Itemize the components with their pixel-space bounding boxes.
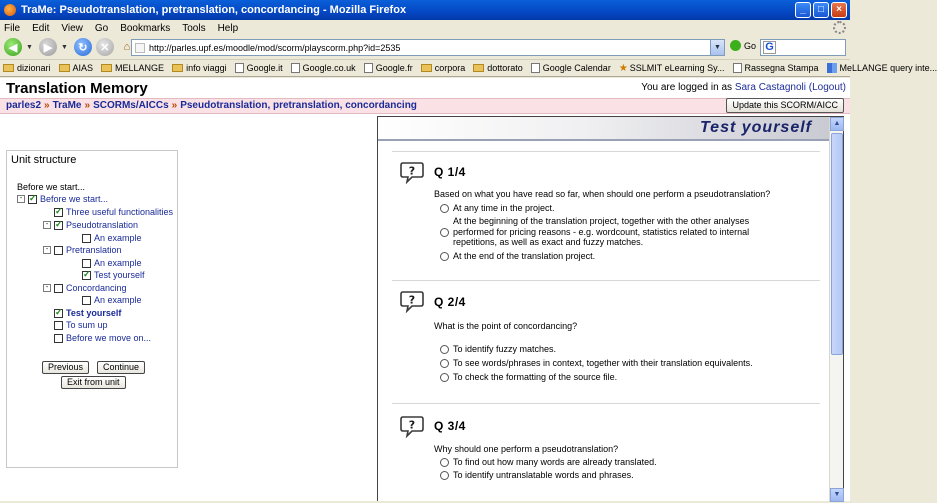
answer-label: To check the formatting of the source file. bbox=[453, 372, 618, 382]
bookmark-label: corpora bbox=[434, 63, 466, 73]
tree-item[interactable] bbox=[43, 244, 122, 256]
go-button[interactable] bbox=[730, 40, 756, 51]
folder-icon bbox=[172, 64, 183, 72]
scroll-down-icon[interactable]: ▼ bbox=[830, 488, 844, 502]
bookmark-dottorato[interactable] bbox=[473, 63, 523, 73]
page-icon bbox=[733, 63, 742, 73]
folder-icon bbox=[3, 64, 14, 72]
answer-label-line: performed for pricing reasons - e.g. wordcount, statistics related to internal bbox=[453, 226, 750, 237]
update-scorm-button[interactable]: Update this SCORM/AICC bbox=[726, 98, 844, 113]
close-button[interactable]: × bbox=[831, 2, 847, 18]
url-dropdown-icon[interactable]: ▼ bbox=[710, 40, 724, 55]
menu-bookmarks[interactable]: Bookmarks bbox=[120, 22, 171, 34]
scroll-thumb[interactable] bbox=[831, 133, 843, 355]
menu-go[interactable]: Go bbox=[94, 22, 109, 34]
url-text[interactable]: http://parles.upf.es/moodle/mod/scorm/playscorm.php?id=2535 bbox=[149, 42, 401, 53]
exit-unit-button[interactable]: Exit from unit bbox=[61, 376, 126, 389]
question-text: Based on what you have read so far, when should one perform a pseudotranslation? bbox=[434, 189, 771, 199]
tree-item-label[interactable]: Pseudotranslation bbox=[66, 220, 139, 230]
answer-label: To identify untranslatable words and phrases. bbox=[453, 470, 634, 480]
tree-item[interactable] bbox=[82, 269, 145, 281]
question-text: Why should one perform a pseudotranslation? bbox=[434, 444, 619, 454]
tree-intro-label: Before we start... bbox=[17, 182, 86, 192]
breadcrumb-parles2[interactable]: parles2 bbox=[6, 100, 42, 111]
answer-option[interactable] bbox=[440, 203, 555, 214]
minimize-button[interactable]: _ bbox=[795, 2, 811, 18]
answer-option[interactable] bbox=[440, 372, 617, 383]
bookmark-dizionari[interactable] bbox=[3, 63, 51, 73]
scorm-content-frame bbox=[377, 116, 844, 501]
bookmarks-toolbar bbox=[0, 59, 937, 77]
bookmark-google-fr[interactable] bbox=[364, 63, 413, 73]
completed-check-icon bbox=[28, 195, 37, 204]
completed-check-icon bbox=[54, 221, 63, 230]
forward-arrow-icon[interactable]: ▶ bbox=[39, 38, 57, 56]
breadcrumb-trame[interactable]: TraMe bbox=[52, 100, 82, 111]
tree-item[interactable] bbox=[54, 332, 151, 344]
svg-text:?: ? bbox=[408, 418, 416, 432]
breadcrumb-current: Pseudotranslation, pretranslation, concordancing bbox=[180, 100, 417, 111]
incomplete-box-icon bbox=[54, 321, 63, 330]
scorm-header-title: Test yourself bbox=[700, 119, 812, 136]
menu-file[interactable]: File bbox=[4, 22, 21, 34]
previous-button[interactable]: Previous bbox=[42, 361, 89, 374]
bookmark-rassegna-stampa[interactable] bbox=[733, 63, 819, 73]
tree-item-label[interactable]: Before we start... bbox=[40, 194, 109, 204]
breadcrumb bbox=[6, 100, 417, 111]
svg-text:?: ? bbox=[408, 164, 416, 178]
scorm-header bbox=[378, 117, 830, 141]
bookmark-label: Google Calendar bbox=[542, 63, 611, 73]
logged-in-prefix: You are logged in as bbox=[641, 82, 733, 93]
menu-view[interactable]: View bbox=[61, 22, 83, 34]
tree-item-current[interactable] bbox=[54, 307, 121, 319]
collapse-icon[interactable]: - bbox=[17, 195, 25, 203]
question-mark-icon bbox=[400, 290, 424, 312]
tree-item-label[interactable]: Test yourself bbox=[66, 308, 122, 318]
go-arrow-icon bbox=[730, 40, 741, 51]
completed-check-icon bbox=[82, 271, 91, 280]
incomplete-box-icon bbox=[54, 334, 63, 343]
tree-item[interactable] bbox=[43, 219, 138, 231]
answer-label: To find out how many words are already translated. bbox=[453, 457, 657, 467]
breadcrumb-separator: » bbox=[171, 100, 178, 111]
menu-help[interactable]: Help bbox=[217, 22, 239, 34]
incomplete-box-icon bbox=[82, 296, 91, 305]
bookmark-label: Google.co.uk bbox=[302, 63, 356, 73]
page-favicon-icon bbox=[135, 43, 145, 53]
bookmark-mellange-query[interactable] bbox=[827, 63, 937, 73]
bookmark-label: MeLLANGE query inte... bbox=[839, 63, 937, 73]
divider bbox=[392, 403, 820, 404]
radio-button[interactable] bbox=[440, 458, 449, 467]
bookmark-aias[interactable] bbox=[59, 63, 94, 73]
bookmark-info-viaggi[interactable] bbox=[172, 63, 227, 73]
reload-icon[interactable]: ↻ bbox=[74, 38, 92, 56]
question-text: What is the point of concordancing? bbox=[434, 321, 578, 331]
radio-button[interactable] bbox=[440, 204, 449, 213]
bookmark-mellange[interactable] bbox=[101, 63, 164, 73]
forward-dropdown-icon[interactable]: ▼ bbox=[60, 43, 68, 51]
bookmark-label: MELLANGE bbox=[115, 63, 165, 73]
menu-bar bbox=[0, 20, 850, 36]
divider bbox=[392, 151, 820, 152]
bookmark-label: Google.it bbox=[246, 63, 283, 73]
question-mark-icon bbox=[400, 161, 424, 183]
bookmark-corpora[interactable] bbox=[421, 63, 466, 73]
bookmark-google-calendar[interactable] bbox=[531, 63, 611, 73]
question-1 bbox=[392, 151, 820, 271]
bookmark-sslmit[interactable] bbox=[619, 63, 725, 74]
collapse-icon[interactable]: - bbox=[43, 284, 51, 292]
page-content bbox=[0, 78, 850, 501]
question-number: Q 2/4 bbox=[434, 295, 466, 309]
question-number: Q 1/4 bbox=[434, 165, 466, 179]
menu-edit[interactable]: Edit bbox=[32, 22, 50, 34]
breadcrumb-separator: » bbox=[44, 100, 50, 111]
folder-icon bbox=[101, 64, 112, 72]
radio-button[interactable] bbox=[440, 373, 449, 382]
radio-button[interactable] bbox=[440, 359, 449, 368]
menu-tools[interactable]: Tools bbox=[182, 22, 206, 34]
go-label: Go bbox=[744, 40, 757, 51]
page-icon bbox=[235, 63, 244, 73]
answer-label: At any time in the project. bbox=[453, 203, 555, 213]
radio-button[interactable] bbox=[440, 345, 449, 354]
folder-icon bbox=[59, 64, 70, 72]
incomplete-box-icon bbox=[54, 284, 63, 293]
question-2 bbox=[392, 280, 820, 390]
scroll-up-icon[interactable]: ▲ bbox=[830, 117, 844, 131]
tree-item-label[interactable]: Before we move on... bbox=[66, 333, 152, 343]
tree-item-label[interactable]: Pretranslation bbox=[66, 245, 122, 255]
search-input[interactable] bbox=[760, 39, 846, 56]
answer-label: At the end of the translation project. bbox=[453, 251, 596, 261]
continue-button[interactable]: Continue bbox=[97, 361, 145, 374]
tree-item-label[interactable]: An example bbox=[94, 233, 142, 243]
collapse-icon[interactable]: - bbox=[43, 246, 51, 254]
bookmark-label: dizionari bbox=[17, 63, 51, 73]
radio-button[interactable] bbox=[440, 252, 449, 261]
radio-button[interactable] bbox=[440, 471, 449, 480]
collapse-icon[interactable]: - bbox=[43, 221, 51, 229]
divider bbox=[392, 280, 820, 281]
completed-check-icon bbox=[54, 309, 63, 318]
back-arrow-icon[interactable]: ◀ bbox=[4, 38, 22, 56]
bookmark-label: dottorato bbox=[487, 63, 523, 73]
tree-item[interactable] bbox=[17, 193, 108, 205]
bookmark-label: info viaggi bbox=[186, 63, 227, 73]
unit-structure-panel bbox=[6, 150, 178, 468]
incomplete-box-icon bbox=[82, 259, 91, 268]
answer-label: To see words/phrases in context, together with their translation equivalents. bbox=[453, 358, 753, 368]
tree-item[interactable] bbox=[54, 206, 173, 218]
answer-option[interactable] bbox=[440, 457, 657, 468]
google-search-icon[interactable]: G bbox=[763, 41, 776, 54]
window-title-bar bbox=[0, 0, 850, 20]
tree-item[interactable] bbox=[43, 282, 127, 294]
bookmark-label: Rassegna Stampa bbox=[744, 63, 819, 73]
tree-item[interactable] bbox=[54, 319, 108, 331]
stop-icon[interactable]: ✕ bbox=[96, 38, 114, 56]
page-icon bbox=[364, 63, 373, 73]
svg-text:?: ? bbox=[408, 293, 416, 307]
bookmark-google-co-uk[interactable] bbox=[291, 63, 356, 73]
answer-option[interactable] bbox=[440, 470, 634, 481]
folder-icon bbox=[473, 64, 484, 72]
answer-label-line: repetitions, as well as exact and fuzzy matches. bbox=[453, 237, 644, 247]
answer-label-line: At the beginning of the translation project, together with the other analyses bbox=[453, 216, 750, 226]
bookmark-label: SSLMIT eLearning Sy... bbox=[629, 63, 725, 73]
grid-icon bbox=[827, 63, 837, 73]
answer-option[interactable] bbox=[440, 344, 556, 355]
breadcrumb-separator: » bbox=[84, 100, 91, 111]
tree-intro bbox=[17, 181, 85, 193]
tree-item-label[interactable]: Test yourself bbox=[94, 270, 145, 280]
page-icon bbox=[291, 63, 300, 73]
logout-link[interactable]: (Logout) bbox=[808, 82, 846, 93]
answer-option[interactable] bbox=[440, 358, 753, 369]
firefox-icon bbox=[4, 4, 16, 16]
tree-item[interactable] bbox=[82, 232, 142, 244]
tree-item-label[interactable]: An example bbox=[94, 295, 142, 305]
url-bar[interactable] bbox=[131, 39, 725, 56]
folder-icon bbox=[421, 64, 432, 72]
home-icon[interactable]: ⌂ bbox=[118, 38, 136, 56]
navigation-toolbar bbox=[0, 36, 850, 58]
question-number: Q 3/4 bbox=[434, 419, 466, 433]
radio-button[interactable] bbox=[440, 228, 449, 237]
login-info bbox=[641, 82, 846, 93]
incomplete-box-icon bbox=[54, 246, 63, 255]
bookmark-label: Google.fr bbox=[375, 63, 413, 73]
unit-structure-heading: Unit structure bbox=[11, 154, 77, 166]
maximize-button[interactable]: □ bbox=[813, 2, 829, 18]
tree-item[interactable] bbox=[82, 294, 142, 306]
back-dropdown-icon[interactable]: ▼ bbox=[26, 43, 33, 51]
window-title: TraMe: Pseudotranslation, pretranslation, concordancing - Mozilla Firefox bbox=[21, 4, 407, 16]
completed-check-icon bbox=[54, 208, 63, 217]
answer-label bbox=[453, 216, 749, 248]
tree-item-label[interactable]: An example bbox=[94, 258, 142, 268]
answer-label: To identify fuzzy matches. bbox=[453, 344, 557, 354]
page-icon bbox=[531, 63, 540, 73]
bookmark-label: AIAS bbox=[72, 63, 94, 73]
answer-option[interactable] bbox=[440, 216, 749, 248]
breadcrumb-scorms[interactable]: SCORMs/AICCs bbox=[93, 100, 169, 111]
page-title: Translation Memory bbox=[6, 80, 148, 97]
scorm-scrollbar[interactable] bbox=[829, 117, 843, 502]
question-mark-icon bbox=[400, 415, 424, 437]
star-icon: ★ bbox=[618, 62, 628, 74]
question-3 bbox=[392, 403, 820, 503]
bookmark-google-it[interactable] bbox=[235, 63, 283, 73]
tree-item[interactable] bbox=[82, 257, 142, 269]
tree-item-label[interactable]: To sum up bbox=[66, 320, 108, 330]
answer-option[interactable] bbox=[440, 251, 595, 262]
throbber-icon bbox=[833, 21, 846, 34]
tree-item-label[interactable]: Three useful functionalities bbox=[66, 207, 174, 217]
tree-item-label[interactable]: Concordancing bbox=[66, 283, 127, 293]
incomplete-box-icon bbox=[82, 234, 91, 243]
user-name-link[interactable]: Sara Castagnoli bbox=[734, 82, 806, 93]
